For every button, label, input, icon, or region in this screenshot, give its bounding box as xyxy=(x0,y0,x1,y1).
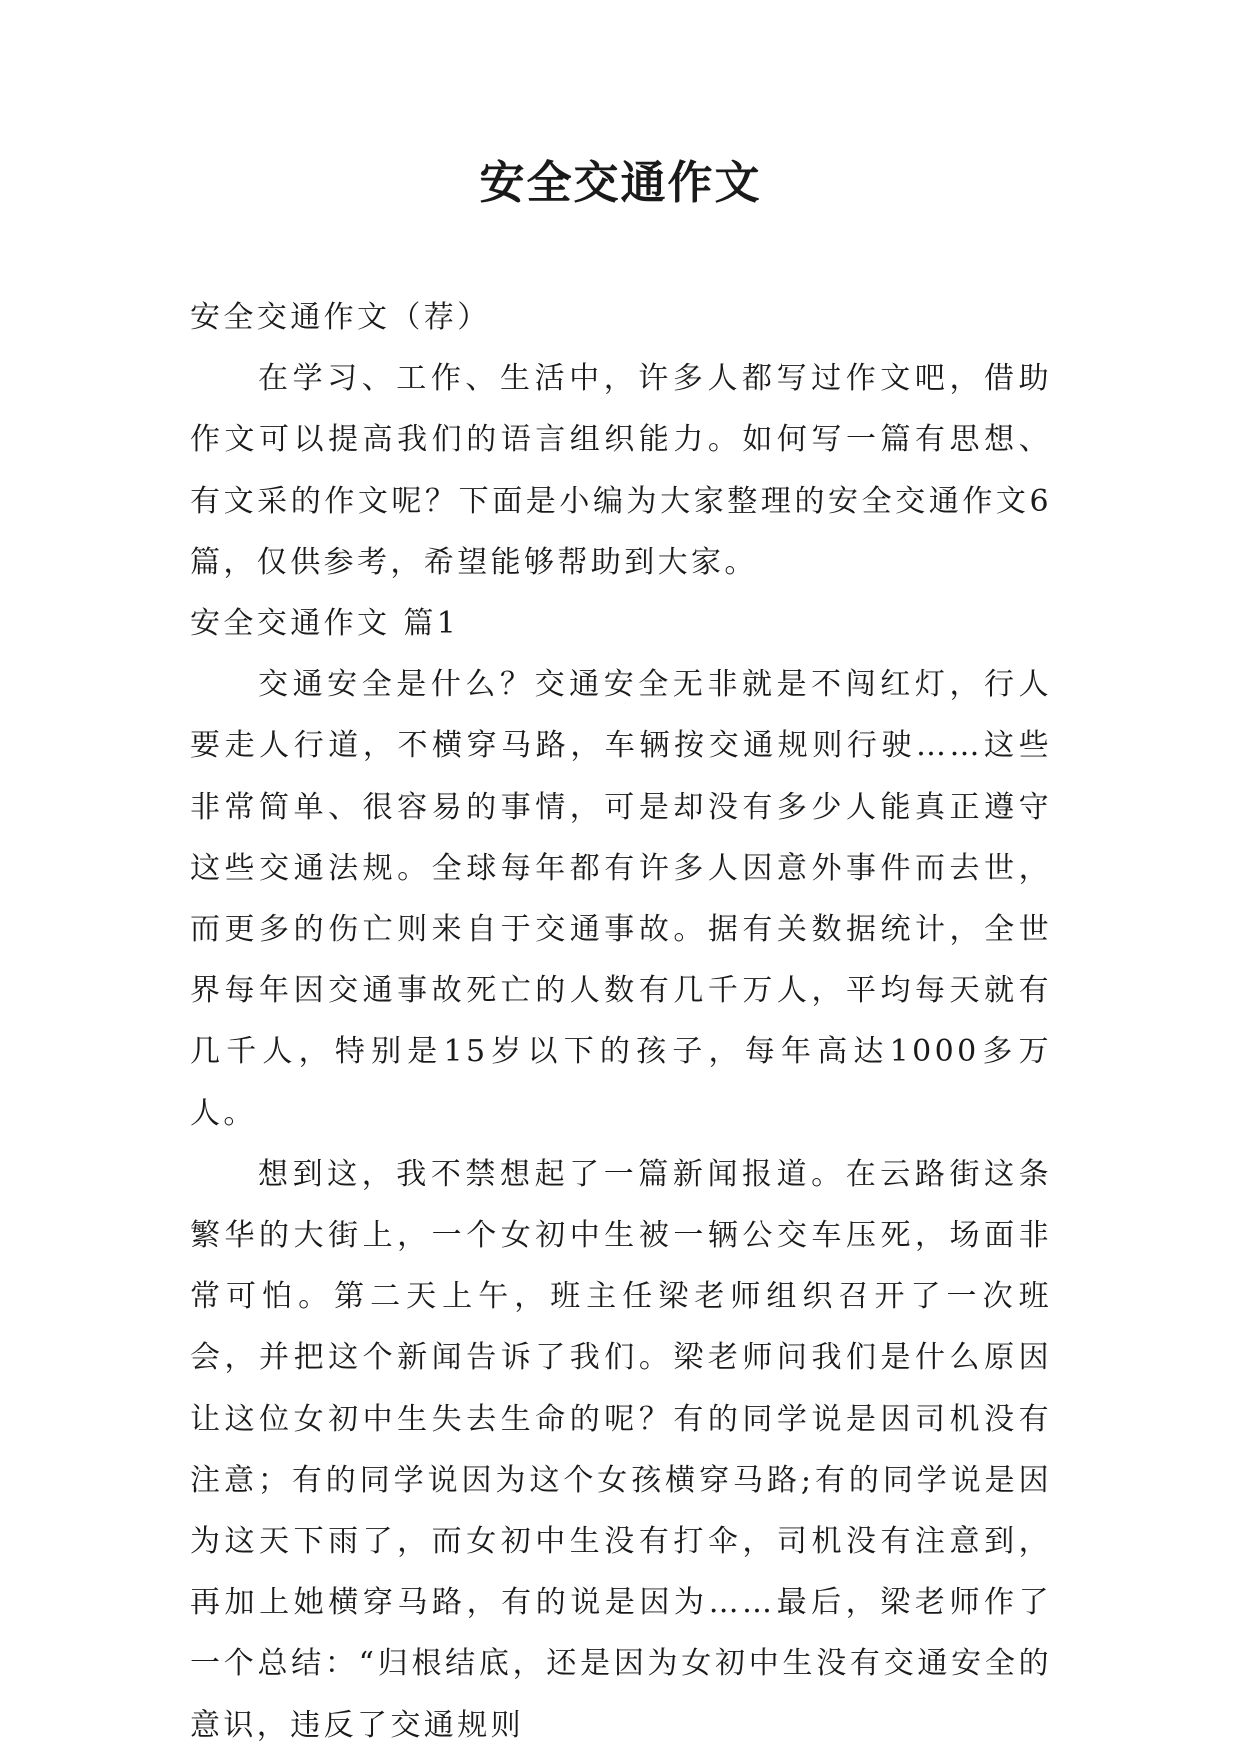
body-paragraph: 想到这，我不禁想起了一篇新闻报道。在云路街这条繁华的大街上，一个女初中生被一辆公交车压死，场面非常可怕。第二天上午，班主任梁老师组织召开了一次班会，并把这个新闻告诉了我们。梁老师问我们是什么原因让这位女初中生失去生命的呢？有的同学说是因司机没有注意；有的同学说因为这个女孩横穿马路;有的同学说是因为这天下雨了，而女初中生没有打伞，司机没有注意到，再加上她横穿马路，有的说是因为……最后，梁老师作了一个总结：“归根结底，还是因为女初中生没有交通安全的意识，违反了交通规则 xyxy=(190,1156,1052,1743)
section-heading: 安全交通作文 篇1 xyxy=(190,606,460,642)
document-subtitle: 安全交通作文（荐） xyxy=(190,300,491,335)
document-title: 安全交通作文 xyxy=(479,156,762,209)
body-paragraph: 交通安全是什么？交通安全无非就是不闯红灯，行人要走人行道，不横穿马路，车辆按交通规则行驶……这些非常简单、很容易的事情，可是却没有多少人能真正遵守这些交通法规。全球每年都有许多人因意外事件而去世，而更多的伤亡则来自于交通事故。据有关数据统计，全世界每年因交通事故死亡的人数有几千万人，平均每天就有几千人，特别是15岁以下的孩子，每年高达1000多万人。 xyxy=(190,667,1052,1131)
document-body xyxy=(190,287,1052,1756)
intro-paragraph: 在学习、工作、生活中，许多人都写过作文吧，借助作文可以提高我们的语言组织能力。如何写一篇有思想、有文采的作文呢？下面是小编为大家整理的安全交通作文6篇，仅供参考，希望能够帮助到大家。 xyxy=(190,361,1052,580)
